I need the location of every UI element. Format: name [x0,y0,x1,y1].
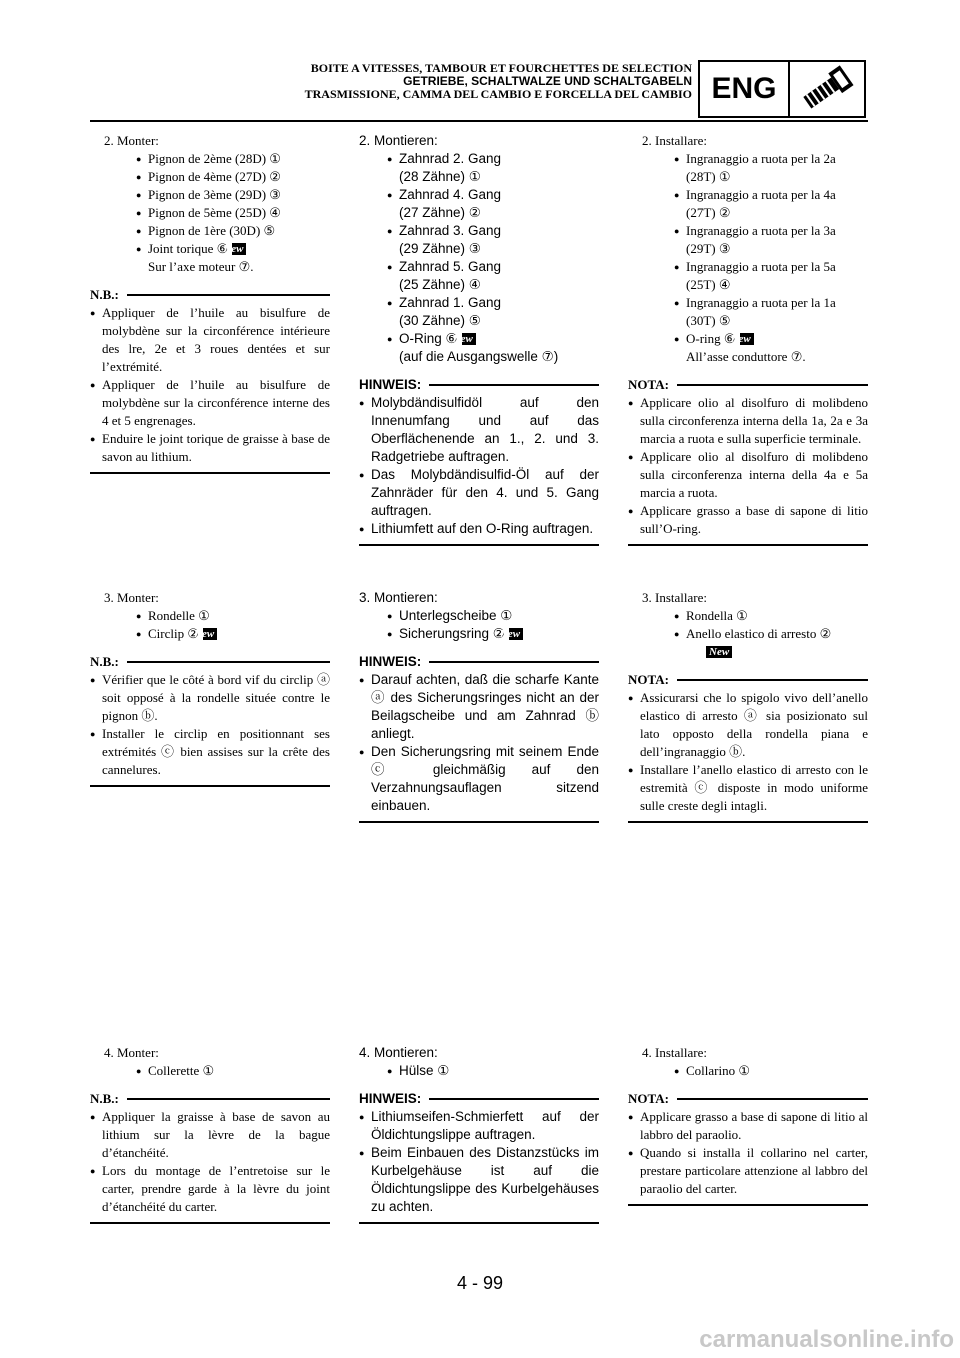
header-title-de: GETRIEBE, SCHALTWALZE UND SCHALTGABELN [403,74,692,88]
note-heading: HINWEIS: [359,376,599,394]
note-end-rule [628,1204,868,1206]
note-heading: NOTA: [628,671,868,689]
note-item: ● Installare l’anello elastico di arresto con le estremità ⓒ disposte in modo uniforme sulle creste degli intagli. [628,762,868,813]
list-item: ● Pignon de 5ème (25D) ④ [136,205,281,220]
note-heading: NOTA: [628,376,868,394]
fr-step-4 [90,1044,330,1224]
note-heading: HINWEIS: [359,653,599,671]
list-item: ● Pignon de 4ème (27D) ② [136,169,281,184]
header-title-fr: BOITE A VITESSES, TAMBOUR ET FOURCHETTES DE SELECTION [310,61,692,75]
note-heading: N.B.: [90,286,330,304]
step-title: 3. Installare: [642,590,707,605]
note-item: ● Den Sicherungsring mit seinem Ende ⓒ gleichmäßig auf den Verzahnungsauflagen sitzend einbauen. [359,744,599,813]
note-item: ● Applicare grasso a base di sapone di litio sull’O-ring. [628,503,868,536]
fr-step-3 [90,589,330,787]
note-item: ● Quando si installa il collarino nel carter, prestare particolare attenzione al labbro del paraolio del carter. [628,1145,868,1196]
watermark: carmanualsonline.info [699,1326,954,1353]
list-item: ● Ingranaggio a ruota per la 1a [674,295,836,310]
list-item: ● O-Ring ⑥New [359,330,599,348]
step-title: 2. Montieren: [359,133,438,148]
new-part-badge: New [706,646,732,658]
note-item: ● Installer le circlip en positionnant ses extrémités ⓒ bien assises sur la crête des cannelures. [90,726,330,777]
list-item: ● Sicherungsring ②New [359,625,599,643]
list-item: ● Hülse ① [387,1063,450,1078]
it-step-2 [628,132,868,546]
step-title: 3. Monter: [104,590,159,605]
note-heading: N.B.: [90,1090,330,1108]
section-badge [698,60,866,118]
it-step-3 [628,589,868,823]
list-item: ● Ingranaggio a ruota per la 4a [674,187,836,202]
list-item: ● Pignon de 2ème (28D) ① [136,151,281,166]
list-item-continued: (25T) ④ [686,277,731,292]
list-item-continued: Sur l’axe moteur ⑦. [148,259,254,274]
step-title: 4. Monter: [104,1045,159,1060]
page-header [305,62,692,101]
note-end-rule [628,544,868,546]
list-item-continued: (28 Zähne) ① [399,169,481,184]
list-item: ● Collarino ① [674,1063,751,1078]
de-step-4 [359,1044,599,1224]
list-item-continued: (29 Zähne) ③ [399,241,481,256]
note-item: ● Lithiumseifen-Schmierfett auf der Öldichtungslippe auftragen. [359,1109,599,1142]
it-step-4 [628,1044,868,1206]
fr-step-2 [90,132,330,474]
list-item: ● Zahnrad 1. Gang [387,295,502,310]
note-item: ● Assicurarsi che lo spigolo vivo dell’anello elastico di arresto ⓐ sia posizionato sul lato opposto della rondella piana e dell’ingranaggio ⓑ. [628,690,868,759]
step-title: 4. Montieren: [359,1045,438,1060]
note-item: ● Applicare olio al disolfuro di molibdeno sulla circonferenza interna della 4a e 5a marcia a ruota. [628,449,868,500]
note-heading: HINWEIS: [359,1090,599,1108]
list-item: ● Pignon de 3ème (29D) ③ [136,187,281,202]
header-rule [90,120,868,122]
list-item: ● Ingranaggio a ruota per la 3a [674,223,836,238]
step-title: 2. Installare: [642,133,707,148]
note-item: ● Darauf achten, daß die scharfe Kante ⓐ des Sicherungsringes nicht an der Beilagscheibe und am Zahnrad ⓑ anliegt. [359,672,599,741]
list-item: ● Ingranaggio a ruota per la 5a [674,259,836,274]
list-item: ● Collerette ① [136,1063,215,1078]
note-item: ● Das Molybdändisulfid-Öl auf der Zahnräder für den 4. und 5. Gang auftragen. [359,467,599,518]
note-item: ● Vérifier que le côté à bord vif du circlip ⓐ soit opposé à la rondelle située contre le pignon ⓑ. [90,672,330,723]
list-item: ● Zahnrad 5. Gang [387,259,502,274]
list-item-continued: (25 Zähne) ④ [399,277,481,292]
note-heading: NOTA: [628,1090,868,1108]
list-item: ● Zahnrad 3. Gang [387,223,502,238]
list-item-continued: (30 Zähne) ⑤ [399,313,481,328]
list-item: ● Zahnrad 4. Gang [387,187,502,202]
wrench-bolt-icon [790,62,864,116]
list-item-continued [628,643,868,661]
note-end-rule [359,1222,599,1224]
note-end-rule [90,785,330,787]
note-end-rule [628,821,868,823]
note-item: ● Appliquer la graisse à base de savon au lithium sur la lèvre de la bague d’étanchéité. [90,1109,330,1160]
list-item-continued: (28T) ① [686,169,731,184]
list-item: ● Rondella ① [674,608,748,623]
list-item-continued: All’asse conduttore ⑦. [686,349,806,364]
note-end-rule [359,821,599,823]
list-item: ● Pignon de 1ère (30D) ⑤ [136,223,276,238]
list-item: ● Zahnrad 2. Gang [387,151,502,166]
note-end-rule [359,544,599,546]
note-item: ● Applicare olio al disolfuro di molibdeno sulla circonferenza interna della 1a, 2a e 3a marcia a ruota e sulla superficie terminale. [628,395,868,446]
note-end-rule [90,472,330,474]
section-badge-label: ENG [700,62,790,116]
list-item: ● O-ring ⑥New [628,330,868,348]
note-item: ● Lithiumfett auf den O-Ring auftragen. [359,521,594,536]
new-part-badge: New [203,628,217,640]
list-item: ● Anello elastico di arresto ② [674,626,832,641]
de-step-2 [359,132,599,546]
list-item: ● Unterlegscheibe ① [387,608,513,623]
new-part-badge: New [462,333,476,345]
step-title: 2. Monter: [104,133,159,148]
new-part-badge: New [232,243,246,255]
note-item: ● Appliquer de l’huile au bisulfure de molybdène sur la circonférence interne des 4 et 5 engrenages. [90,377,330,428]
list-item-continued: (30T) ⑤ [686,313,731,328]
note-item: ● Beim Einbauen des Distanzstücks im Kurbelgehäuse ist auf die Öldichtungslippe des Kurbelgehäuses zu achten. [359,1145,599,1214]
de-step-3 [359,589,599,823]
step-title: 4. Installare: [642,1045,707,1060]
list-item: ● Joint torique ⑥New [90,240,330,258]
note-item: ● Lors du montage de l’entretoise sur le carter, prendre garde à la lèvre du joint d’étanchéité du carter. [90,1163,330,1214]
note-heading: N.B.: [90,653,330,671]
list-item: ● Ingranaggio a ruota per la 2a [674,151,836,166]
list-item: ● Rondelle ① [136,608,210,623]
list-item-continued: (27T) ② [686,205,731,220]
new-part-badge: New [509,628,523,640]
step-title: 3. Montieren: [359,590,438,605]
note-end-rule [90,1222,330,1224]
list-item-continued: (27 Zähne) ② [399,205,481,220]
note-item: ● Appliquer de l’huile au bisulfure de molybdène sur la circonférence intérieure des lre, 2e et 3 roues dentées et sur l’extrémité. [90,305,330,374]
note-item: ● Enduire le joint torique de graisse à base de savon au lithium. [90,431,330,464]
header-title-it: TRASMISSIONE, CAMMA DEL CAMBIO E FORCELLA DEL CAMBIO [304,87,692,101]
new-part-badge: New [740,333,754,345]
list-item: ● Circlip ②New [90,625,330,643]
list-item-continued: (auf die Ausgangswelle ⑦) [399,349,559,364]
note-item: ● Molybdändisulfidöl auf den Innenumfang und auf das Oberflächenende an 1., 2. und 3. Radgetriebe auftragen. [359,395,599,464]
page-number: 4 - 99 [456,1273,504,1293]
note-item: ● Applicare grasso a base di sapone di litio al labbro del paraolio. [628,1109,868,1142]
list-item-continued: (29T) ③ [686,241,731,256]
